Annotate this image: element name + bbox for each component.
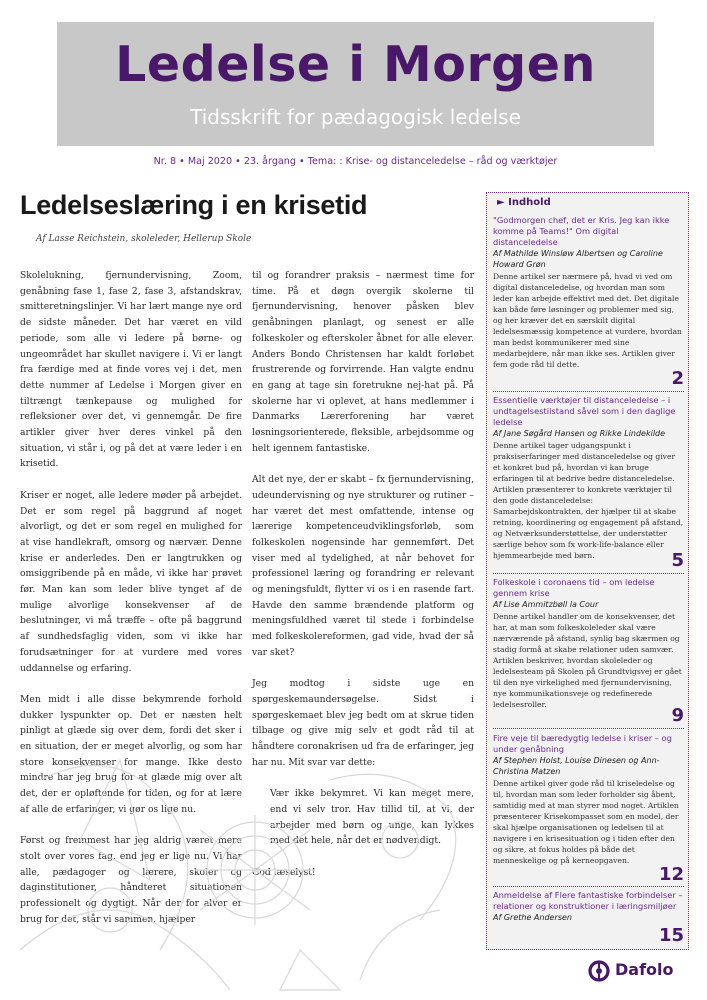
article-byline: Af Lasse Reichstein, skoleleder, Hellerup Skole xyxy=(36,234,252,244)
paragraph: til og forandrer praksis – nærmest time for time. På et døgn overgik skolerne til fjernundervisning, henover påsken blev genåbningen planlagt, og senest er alle folkeskoler og efterskoler åbnet for alle elever. Anders Bondo Christensen har kaldt forløbet frustrerende og forvirrende. Han valgte endnu en gang at tage sin foretrukne nej-hat på. På skolerne har vi oplevet, at hans medlemmer i Danmarks Lærerforening har været løsningsorienterede, fleksible, arbejdsomme og helt igennem fantastiske. xyxy=(252,270,474,454)
toc-entry-description: Denne artikel handler om de konsekvenser, det har, at man som folkeskoleleder skal være nærværende på afstand, synlig bag skærmen og stadig formå at skabe relationer uden samvær. Artiklen beskriver, hvordan skoleleder og ledelsesteam på Skolen på Grundtvigsvej er gået til den nye virkelighed med fjernundervisning, nye kommunikationsveje og redefinerede ledelsesroller. xyxy=(493,612,682,709)
paragraph: Men midt i alle disse bekymrende forhold dukker lyspunkter op. Det er næsten helt pinligt at glæde sig over dem, fordi det sker i en situation, der er meget alvorlig, og som har store konsekvenser for mange. Ikke desto mindre har jeg brug for at glæde mig over alt det, der er opløftende for tiden, og for at lære af alle de erfaringer, vi gør os lige nu. xyxy=(20,693,242,815)
paragraph: Skolelukning, fjernundervisning, Zoom, genåbning fase 1, fase 2, fase 3, afstandskrav, smitteretningslinjer. Vi har lært mange nye ord de sidste måneder. Det har været en vild periode, som alle vi ledere på børne- og ungeområdet har skullet navigere i. Vi er langt fra færdige med at finde vores vej i det, men dette nummer af Ledelse i Morgen giver en tiltrængt tænkepause og mulighed for refleksioner over det, vi gennemgår. De fire artikler giver hver deres vinkel på den situation, vi står i, og på det at være leder i en krisetid. xyxy=(20,270,242,470)
issue-info: Nr. 8 • Maj 2020 • 23. årgang • Tema: : Krise- og distanceledelse – råd og værktøjer xyxy=(153,156,558,167)
toc-entry-title[interactable]: Anmeldelse af Flere fantastiske forbindelser – relationer og konstruktioner i læringsmiljøer xyxy=(493,890,683,911)
toc-entry[interactable] xyxy=(493,577,684,710)
toc-page-number: 15 xyxy=(658,925,684,946)
toc-entry[interactable] xyxy=(493,395,684,561)
toc-entry[interactable] xyxy=(493,215,684,370)
toc-entry-author: Af Stephen Holst, Louise Dinesen og Ann-Christina Matzen xyxy=(493,756,660,776)
toc-entry-description: Denne artikel tager udgangspunkt i praksiserfaringer med distanceledelse og giver et konkret bud på, hvordan vi kan bruge erfaringen til at bedrive bedre distanceledelse. Artiklen præsenterer to konkrete værktøjer til den gode distanceledelse: Samarbejdskontrakten, der hjælper til at skabe retning, koordinering og engagement på afstand, og Netværksunderstøttelse, der understøtter særlige behov som fx work-life-balance eller hjemmearbejde med børn. xyxy=(493,441,684,560)
publisher-name: Dafolo xyxy=(615,960,674,979)
toc-page-number: 2 xyxy=(671,368,684,389)
toc-entry-author: Af Mathilde Winsløw Albertsen og Caroline Howard Grøn xyxy=(493,249,663,269)
toc-page-number: 5 xyxy=(671,550,684,571)
journal-subtitle: Tidsskrift for pædagogisk ledelse xyxy=(190,105,521,129)
toc-entry-author: Af Lise Ammitzbøll la Cour xyxy=(493,600,599,609)
article-headline: Ledelseslæring i en krisetid xyxy=(20,190,368,220)
quote: Vær ikke bekymret. Vi kan meget mere, end vi selv tror. Hav tillid til, at vi, der arbejder med børn og unge, kan lykkes med det hele, når det er nødvendigt. xyxy=(270,788,474,847)
paragraph: Alt det nye, der er skabt – fx fjernundervisning, udeundervisning og nye strukturer og rutiner – har været det mest omfattende, intense og lærerige kompetenceudviklingsforløb, som folkeskolen nogensinde har gennemført. Det viser med al tydelighed, at når behovet for professionel læring og forandring er relevant og meningsfuldt, flytter vi os i en rasende fart. Havde den samme brændende platform og meningsfuldhed været til stede i forbindelse med folkeskolereformen, gad vide, hvad der så var sket? xyxy=(252,474,474,658)
dafolo-logo-icon xyxy=(588,960,610,982)
toc-entry[interactable] xyxy=(493,733,684,866)
journal-title: Ledelse i Morgen xyxy=(115,36,596,93)
toc-divider xyxy=(493,886,684,887)
paragraph: Jeg modtog i sidste uge en spørgeskemaundersøgelse. Sidst i spørgeskemaet blev jeg bedt om at skrue tiden tilbage og give mig selv et godt råd til at håndtere coronakrisen ud fra de erfaringer, jeg har nu. Mit svar var dette: xyxy=(252,678,474,768)
sign-off: God læselyst! xyxy=(252,866,316,878)
paragraph: Kriser er noget, alle ledere møder på arbejdet. Det er som regel på baggrund af noget alvorligt, og det er som regel en mulighed for at vise handlekraft, omsorg og nærvær. Denne krise er anderledes. Den er langtrukken og omsiggribende på en måde, vi ikke har prøvet før. Man kan som leder blive tynget af de mulige alvorlige konsekvenser af de beslutninger, vi må træffe – ofte på baggrund af sundhedsfaglig viden, som vi ikke har forudsætninger for at vurdere med vores uddannelse og erfaring. xyxy=(20,489,242,674)
toc-heading: ► Indhold xyxy=(497,197,551,208)
toc-entry-title[interactable]: Fire veje til bæredygtig ledelse i kriser – og under genåbning xyxy=(493,733,672,754)
toc-entry-title[interactable]: Folkeskole i coronaens tid – om ledelse gennem krise xyxy=(493,577,655,598)
toc-page-number: 12 xyxy=(658,864,684,885)
toc-entry[interactable] xyxy=(493,890,684,923)
masthead xyxy=(57,22,654,146)
toc-entry-title[interactable]: "Godmorgen chef, det er Kris. Jeg kan ikke komme på Teams!" Om digital distanceledelse xyxy=(493,215,670,247)
toc-divider xyxy=(493,391,684,392)
toc-entry-author: Af Grethe Andersen xyxy=(493,913,572,922)
toc-page-number: 9 xyxy=(671,705,684,726)
publisher-logo xyxy=(588,958,688,984)
toc-divider xyxy=(493,728,684,729)
toc-entry-title[interactable]: Essentielle værktøjer til distanceledelse – i undtagelsestilstand såvel som i den daglige ledelse xyxy=(493,395,676,427)
toc-divider xyxy=(493,573,684,574)
toc-entry-description: Denne artikel giver gode råd til kriseledelse og til, hvordan man som leder forholder sig åbent, samtidig med at man styrer mod noget. Artiklen præsenterer Krisekompasset som en model, der skal hjælpe organisationen og ledelsen til at navigere i en krisesituation og i tiden efter den og sikre, at fokus holdes på både det menneskelige og på kerneopgaven. xyxy=(493,779,679,865)
table-of-contents xyxy=(486,192,689,950)
toc-entry-author: Af Jane Søgård Hansen og Rikke Lindekilde xyxy=(493,429,666,438)
decorative-compass-graphic xyxy=(0,720,480,1000)
paragraph: Først og fremmest har jeg aldrig været mere stolt over vores fag, end jeg er lige nu. Vi har alle, pædagoger og lærere, skoler og daginstitutioner, håndteret situationen professionelt og dygtigt. Når der for alvor er brug for det, står vi sammen, hjælper xyxy=(20,835,242,925)
toc-entry-description: Denne artikel ser nærmere på, hvad vi ved om digital distanceledelse, og hvordan man som leder kan arbejde effektivt med det. Det digitale kan både føre løsninger og problemer med sig, og her kræver det en særskilt digital ledelsesmæssig kompetence at vurdere, hvordan man bedst kommunikerer med sine medarbejdere, når man ikke ses. Artiklen giver fem gode råd til dette. xyxy=(493,272,682,369)
